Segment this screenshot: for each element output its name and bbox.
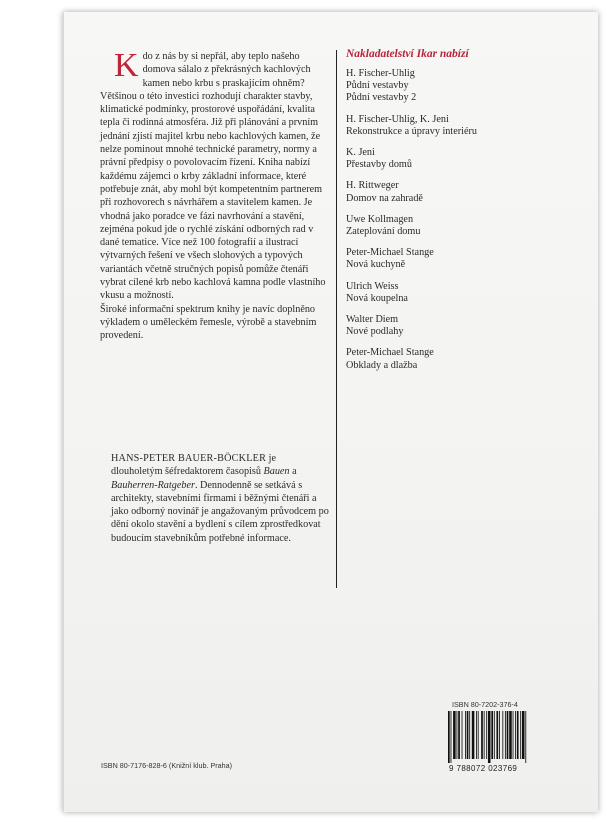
book-entry <box>346 214 586 238</box>
book-title: Přestavby domů <box>346 159 412 171</box>
book-entry <box>346 180 586 204</box>
book-entry <box>346 147 586 171</box>
book-author: H. Fischer-Uhlig, K. Jeni <box>346 113 449 125</box>
book-title: Obklady a dlažba <box>346 359 418 371</box>
book-list <box>346 68 586 381</box>
book-title: Nové podlahy <box>346 326 404 338</box>
magazine-name: Bauen <box>263 466 290 478</box>
column-divider <box>336 50 337 588</box>
book-entry <box>346 314 586 338</box>
bio-text: a <box>289 466 297 478</box>
book-entry <box>346 347 586 371</box>
book-entry <box>346 247 586 271</box>
book-entry <box>346 114 586 138</box>
book-title: Rekonstrukce a úpravy interiéru <box>346 125 477 137</box>
book-author: H. Rittweger <box>346 180 399 192</box>
book-author: H. Fischer-Uhlig <box>346 68 415 79</box>
book-entry <box>346 68 586 105</box>
barcode-digits: 9 788072 023769 <box>449 764 518 773</box>
book-title: Zateplování domu <box>346 226 421 238</box>
isbn-book-club: ISBN 80-7176-828-6 (Knižní klub. Praha) <box>101 761 233 770</box>
publisher-heading: Nakladatelství Ikar nabízí <box>346 48 469 60</box>
book-title: Půdní vestavby <box>346 80 409 92</box>
intro-paragraph: do z nás by si nepřál, aby teplo našeho domova sálalo z překrásných kachlových kamen nebo krbu s praskajícím ohněm? Většinou o této investici rozhodují charakter stavby, klimatické podmínky, prostorové uspořádání, kvalita tepla či rodinná atmosféra. Již při plánování a prvním jednání zjistí majitel krbu nebo kachlových kamen, že nelze pominout mnohé technické parametry, normy a právní předpisy o povolovacím řízení. Kniha nabízí každému zájemci o krby základní informace, které potřebuje znát, aby mohl být kompetentním partnerem při rozhovorech s návrhářem a stavitelem kamen. Je vhodná jako poradce ve fázi navrhování a stavění, zejména pokud jde o rychlé získání odborných rad v dané tematice. Více než 100 fotografií a ilustrací výtvarných řešení ve všech slohových a typových variantách včetně stručných popisů pomůže čtenáři vybrat cílené krb nebo kachlová kamna podle vlastního vkusu a možností. <box>100 51 326 302</box>
book-author: Peter-Michael Stange <box>346 347 434 359</box>
author-name: HANS-PETER BAUER-BÖCKLER <box>111 453 267 464</box>
isbn-number: ISBN 80-7202-376-4 <box>452 700 518 709</box>
barcode-image <box>448 711 556 763</box>
intro-paragraph-2: Široké informační spektrum knihy je navíc doplněno výkladem o uměleckém řemesle, výrobě a stavebním provedení. <box>100 303 317 342</box>
author-bio <box>111 452 329 545</box>
book-author: K. Jeni <box>346 147 375 159</box>
magazine-name: Bauherren-Ratgeber <box>111 479 195 491</box>
intro-text <box>100 47 332 343</box>
book-title: Nová kuchyně <box>346 259 406 271</box>
book-author: Walter Diem <box>346 314 399 326</box>
drop-cap: K <box>114 47 139 84</box>
book-author: Peter-Michael Stange <box>346 247 434 259</box>
book-title: Nová koupelna <box>346 292 408 304</box>
book-entry <box>346 281 586 305</box>
book-author: Ulrich Weiss <box>346 280 399 292</box>
bio-text: je dlouholetým šéfredaktorem časopisů <box>111 453 276 478</box>
book-title: Domov na zahradě <box>346 192 423 204</box>
book-author: Uwe Kollmagen <box>346 213 414 225</box>
book-title: Půdní vestavby 2 <box>346 92 417 104</box>
bio-text: . Dennodenně se setkává s architekty, stavebními firmami i běžnými čtenáři a jako odborný novinář je angažovaným průvodcem po dění okolo stavění a bydlení s cílem zprostředkovat budoucím stavebníkům potřebné informace. <box>111 479 329 544</box>
